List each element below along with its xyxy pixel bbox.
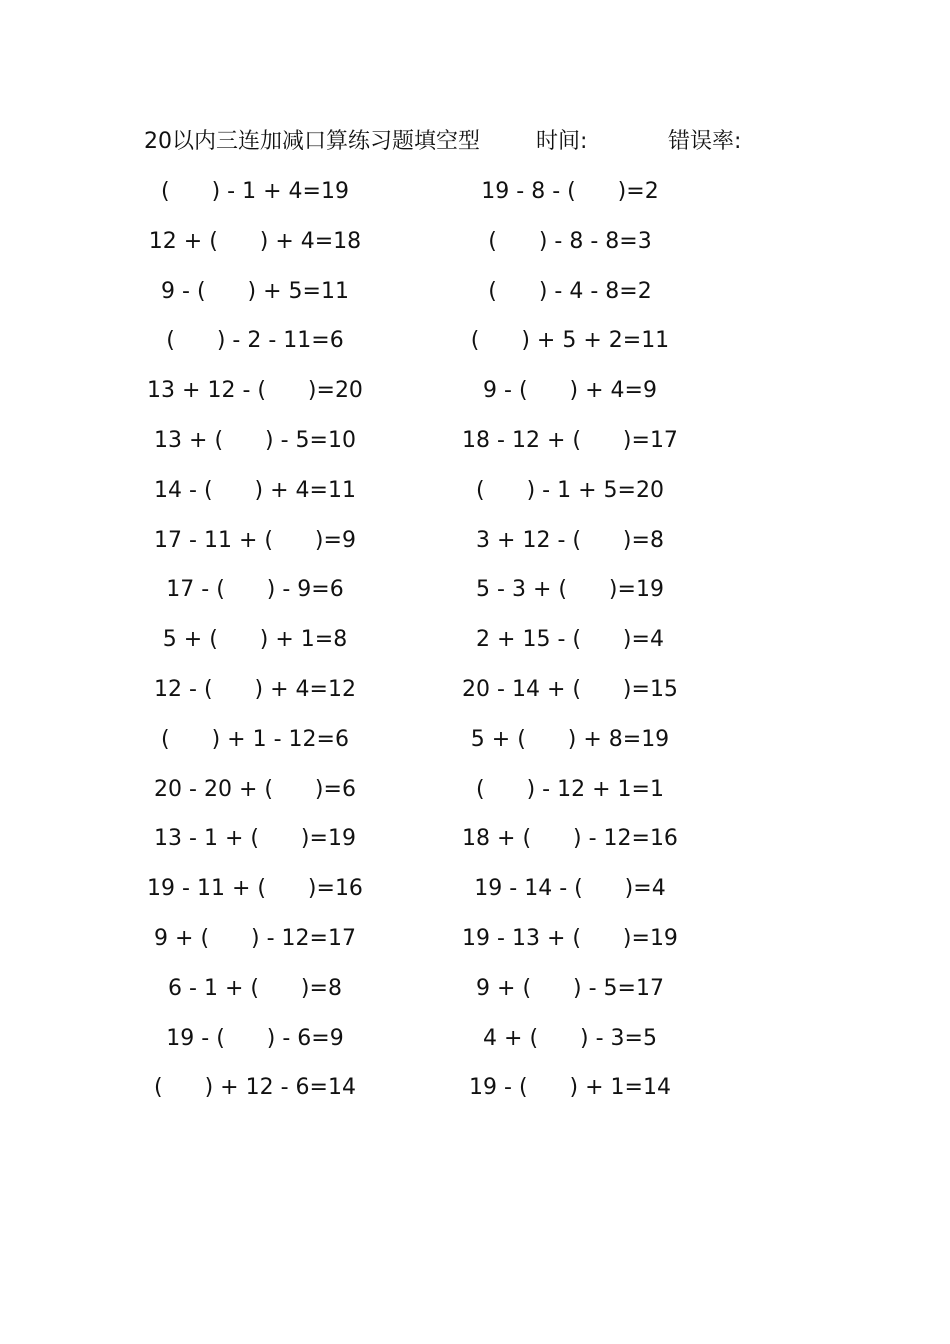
problem-left: 17 - ( ) - 9=6: [166, 577, 344, 603]
problem-right: 18 + ( ) - 12=16: [462, 826, 678, 852]
problem-left: 9 - ( ) + 5=11: [161, 278, 349, 304]
problem-left: 12 + ( ) + 4=18: [148, 228, 362, 254]
problem-left: 13 + ( ) - 5=10: [154, 427, 356, 453]
problem-row: [0, 823, 950, 873]
problem-left: ( ) - 1 + 4=19: [161, 179, 349, 204]
problem-right: 19 - 13 + ( )=19: [462, 925, 678, 951]
problem-row: [0, 674, 950, 724]
problem-left: 14 - ( ) + 4=11: [154, 477, 356, 503]
problem-row: [0, 325, 950, 375]
problem-left: 13 - 1 + ( )=19: [154, 826, 356, 852]
problem-row: [0, 624, 950, 674]
worksheet-title: 20以内三连加减口算练习题填空型: [144, 129, 480, 154]
problem-right: ( ) - 1 + 5=20: [476, 477, 664, 503]
problem-row: [0, 276, 950, 326]
problem-right: 20 - 14 + ( )=15: [462, 676, 678, 702]
problem-right: ( ) - 12 + 1=1: [476, 776, 664, 802]
problem-right: ( ) - 8 - 8=3: [488, 228, 652, 254]
problem-row: [0, 774, 950, 824]
problem-right: ( ) - 4 - 8=2: [488, 278, 652, 304]
problem-right: 5 + ( ) + 8=19: [470, 726, 670, 752]
problem-grid: [0, 176, 950, 1122]
problem-right: 19 - 8 - ( )=2: [481, 179, 659, 204]
problem-row: [0, 375, 950, 425]
problem-row: [0, 923, 950, 973]
problem-row: [0, 724, 950, 774]
problem-left: 13 + 12 - ( )=20: [147, 378, 363, 404]
problem-right: 19 - 14 - ( )=4: [474, 876, 666, 902]
problem-right: 5 - 3 + ( )=19: [476, 577, 664, 603]
problem-row: [0, 525, 950, 575]
problem-left: ( ) - 2 - 11=6: [166, 328, 344, 354]
problem-left: 9 + ( ) - 12=17: [154, 925, 356, 951]
time-label: 时间:: [536, 129, 588, 154]
problem-row: [0, 475, 950, 525]
problem-left: ( ) + 12 - 6=14: [154, 1075, 356, 1101]
problem-right: 9 - ( ) + 4=9: [483, 378, 657, 404]
problem-row: [0, 176, 950, 226]
problem-left: 5 + ( ) + 1=8: [162, 627, 348, 653]
problem-left: 6 - 1 + ( )=8: [168, 975, 342, 1001]
problem-left: ( ) + 1 - 12=6: [161, 726, 349, 752]
problem-right: 2 + 15 - ( )=4: [476, 627, 664, 653]
problem-left: 19 - ( ) - 6=9: [166, 1025, 344, 1051]
problem-left: 12 - ( ) + 4=12: [154, 676, 356, 702]
problem-row: [0, 226, 950, 276]
problem-right: 19 - ( ) + 1=14: [469, 1075, 671, 1101]
problem-right: 9 + ( ) - 5=17: [476, 975, 664, 1001]
worksheet-header: [144, 126, 784, 158]
problem-row: [0, 574, 950, 624]
problem-row: [0, 873, 950, 923]
problem-row: [0, 425, 950, 475]
error-rate-label: 错误率:: [668, 129, 742, 154]
problem-left: 20 - 20 + ( )=6: [154, 776, 356, 802]
problem-right: 3 + 12 - ( )=8: [476, 527, 664, 553]
problem-left: 17 - 11 + ( )=9: [154, 527, 356, 553]
problem-right: 4 + ( ) - 3=5: [483, 1025, 657, 1051]
problem-row: [0, 973, 950, 1023]
problem-right: ( ) + 5 + 2=11: [470, 328, 670, 354]
problem-row: [0, 1023, 950, 1073]
problem-right: 18 - 12 + ( )=17: [462, 427, 678, 453]
problem-left: 19 - 11 + ( )=16: [147, 876, 363, 902]
problem-row: [0, 1072, 950, 1122]
